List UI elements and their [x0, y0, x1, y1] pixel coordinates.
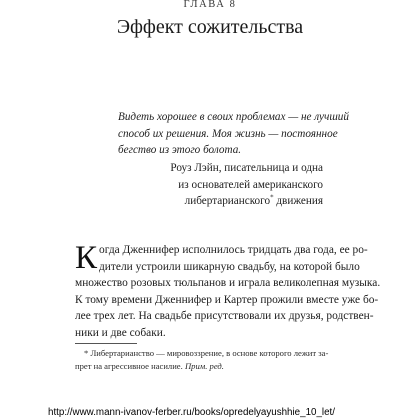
epigraph-line: бегство из этого болота. — [118, 144, 242, 156]
body-line: лее трех лет. На свадьбе присутствовали их друзья, родствен- — [75, 310, 374, 322]
footnote-text: прет на агрессивное насилие. — [75, 360, 183, 371]
drop-cap: К — [75, 240, 98, 276]
footnote-text: Либертарианство — мировоззрение, в основе которого лежит за- — [90, 348, 329, 358]
footnote-mark: * — [84, 348, 89, 358]
footnote — [75, 347, 337, 372]
footnote-editor-note: Прим. ред. — [184, 360, 224, 371]
body-line: дители устроили шикарную свадьбу, на которой было — [99, 260, 360, 273]
body-paragraph — [75, 240, 381, 341]
footnote-reference-mark: * — [270, 193, 274, 202]
body-line: огда Дженнифер исполнилось тридцать два года, ее ро- — [99, 244, 368, 256]
attribution-line: Роуз Лэйн, писательница и одна — [170, 162, 323, 174]
chapter-title: Эффект сожительства — [116, 16, 304, 38]
source-url[interactable]: http://www.mann-ivanov-ferber.ru/books/opredelyayushhie_10_let/ — [48, 407, 335, 418]
attribution-text: либертарианского — [184, 195, 271, 208]
footnote-line — [75, 347, 337, 360]
footnote-divider — [75, 343, 137, 344]
epigraph-quote — [118, 109, 350, 159]
body-line: множество розовых тюльпанов и играла великолепная музыка. — [75, 277, 381, 289]
chapter-label: ГЛАВА 8 — [183, 0, 237, 10]
epigraph-line: Видеть хорошее в своих проблемах — не лучший — [118, 111, 349, 123]
body-line: К тому времени Дженнифер и Картер прожили вместе уже бо- — [75, 293, 379, 306]
epigraph-attribution — [150, 160, 323, 210]
attribution-line: из основателей американского — [178, 178, 323, 191]
body-line: ники и две собаки. — [75, 326, 166, 339]
epigraph-line: способ их решения. Моя жизнь — постоянное — [118, 127, 338, 140]
attribution-line-with-footnote — [150, 193, 323, 210]
attribution-text: движения — [276, 195, 323, 208]
footnote-line — [75, 360, 337, 373]
